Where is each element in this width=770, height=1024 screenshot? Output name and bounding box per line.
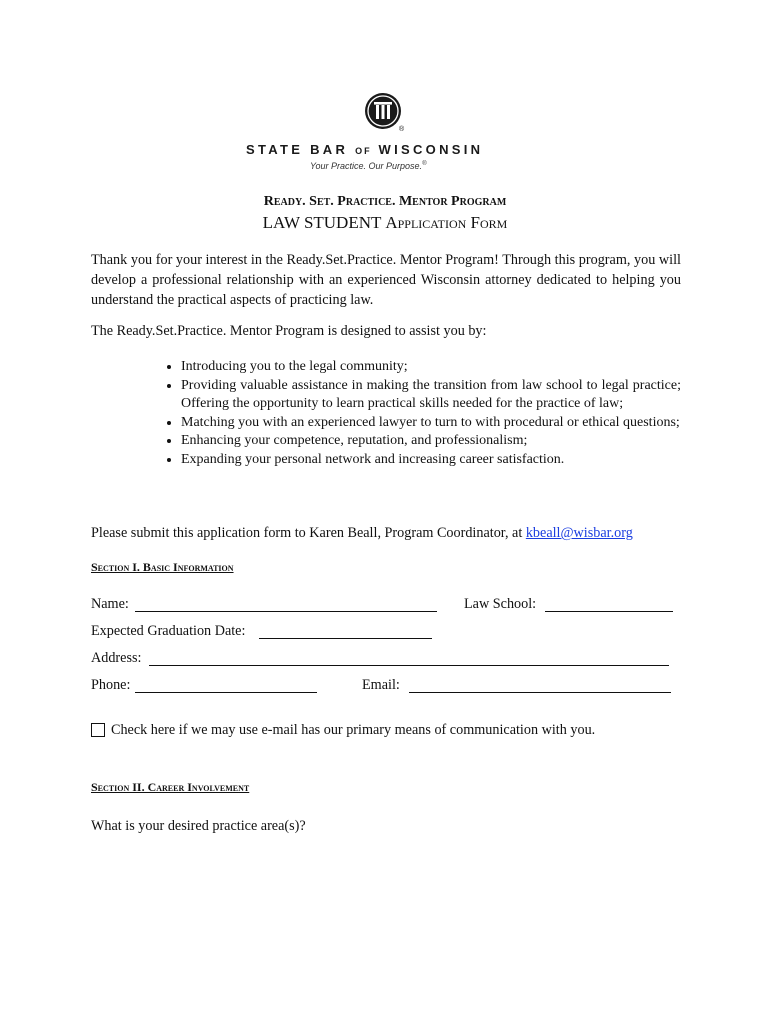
section-2-heading: Section II. Career Involvement [91, 780, 250, 794]
graduation-date-label: Expected Graduation Date: [91, 623, 246, 639]
org-name-a: STATE BAR [246, 142, 349, 157]
practice-area-question: What is your desired practice area(s)? [91, 818, 306, 834]
form-title-sub: Application Form [385, 213, 508, 232]
benefits-list [91, 358, 681, 469]
phone-field[interactable] [135, 691, 317, 693]
list-item: • Expanding your personal network and increasing career satisfaction. [181, 451, 681, 470]
state-bar-logo [240, 92, 522, 176]
name-label: Name: [91, 596, 129, 612]
law-school-field[interactable] [545, 610, 673, 612]
logo-registered-mark: ® [399, 126, 405, 133]
graduation-date-field[interactable] [259, 637, 432, 639]
phone-label: Phone: [91, 677, 131, 693]
purpose-lead: The Ready.Set.Practice. Mentor Program is designed to assist you by: [91, 323, 487, 339]
list-item: • Introducing you to the legal community; [181, 358, 681, 377]
email-preference-label: Check here if we may use e-mail has our primary means of communication with you. [111, 722, 596, 738]
email-field[interactable] [409, 691, 671, 693]
coordinator-email-link[interactable]: kbeall@wisbar.org [525, 525, 633, 541]
org-name-of: OF [355, 146, 372, 156]
form-title [0, 213, 770, 233]
section-1-heading: Section I. Basic Information [91, 560, 234, 574]
law-school-label: Law School: [464, 596, 537, 612]
submit-text: Please submit this application form to Karen Beall, Program Coordinator, at [91, 525, 526, 541]
organization-name [246, 142, 522, 157]
email-preference-checkbox[interactable] [91, 723, 105, 737]
submit-instructions [91, 523, 691, 543]
program-title: Ready. Set. Practice. Mentor Program [263, 194, 507, 209]
list-item: • Providing valuable assistance in making the transition from law school to legal practice; Offering the opportunity to learn practical skills needed for the practice of law; [181, 377, 681, 414]
address-label: Address: [91, 650, 142, 666]
org-name-b: WISCONSIN [378, 142, 484, 157]
address-field[interactable] [149, 664, 669, 666]
name-field[interactable] [135, 610, 437, 612]
intro-paragraph: Thank you for your interest in the Ready.Set.Practice. Mentor Program! Through this program, you will develop a professional relationship with an experienced Wisconsin attorney dedicated to helping you understand the practical aspects of practicing law. [91, 252, 681, 308]
tagline-registered-mark: ® [422, 161, 427, 167]
list-item: • Enhancing your competence, reputation, and professionalism; [181, 432, 681, 451]
column-seal-icon [364, 92, 402, 130]
form-title-main: LAW STUDENT [262, 213, 382, 232]
email-label: Email: [362, 677, 400, 693]
tagline-text: Your Practice. Our Purpose. [310, 161, 423, 171]
logo-tagline [310, 161, 426, 171]
list-item: • Matching you with an experienced lawyer to turn to with procedural or ethical questions; [181, 414, 681, 433]
